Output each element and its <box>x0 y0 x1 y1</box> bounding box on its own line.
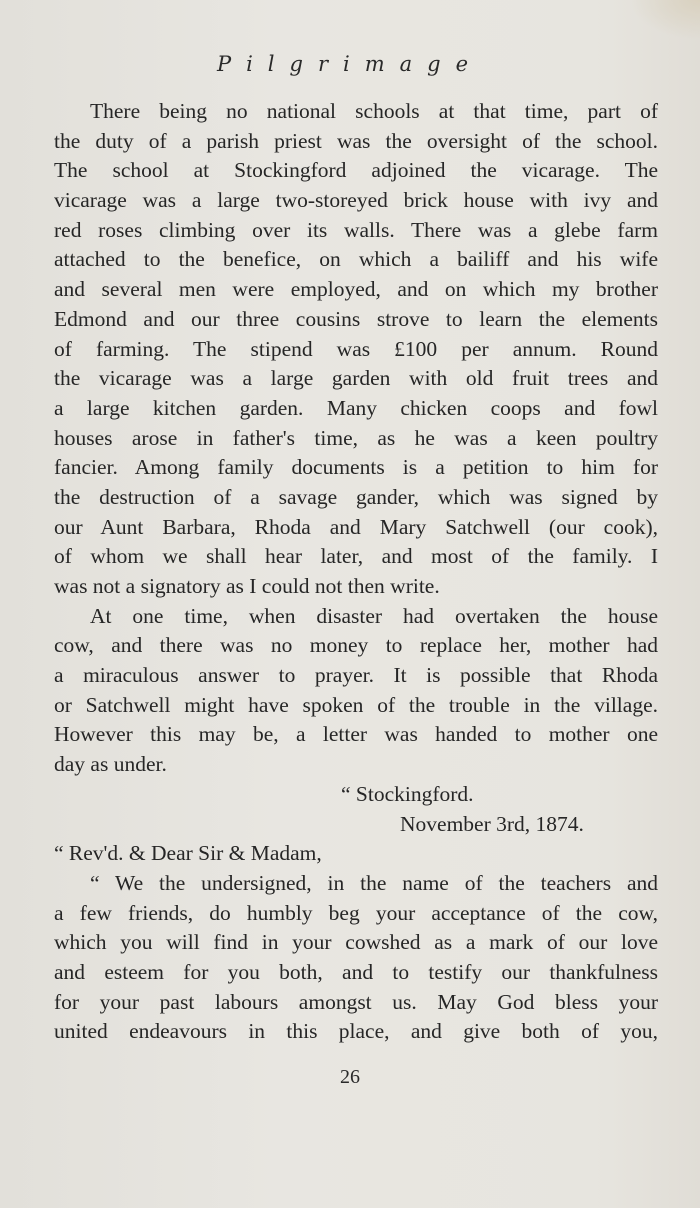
text-line: which you will find in your cowshed as a mark of our love <box>54 930 658 955</box>
text-line: the vicarage was a large garden with old fruit trees and <box>54 366 658 391</box>
text-line: There being no national schools at that time, part of <box>90 99 658 123</box>
text-line: The school at Stockingford adjoined the vicarage. The <box>54 158 658 183</box>
text-line: However this may be, a letter was handed to mother one <box>54 722 658 747</box>
body-text <box>54 97 658 1047</box>
text-line: of whom we shall hear later, and most of the family. I <box>54 544 658 569</box>
text-line: or Satchwell might have spoken of the trouble in the village. <box>54 692 658 717</box>
text-line: a few friends, do humbly beg your acceptance of the cow, <box>54 900 658 925</box>
letter-place: “ Stockingford. <box>341 781 474 806</box>
text-line: day as under. <box>54 752 167 777</box>
page-number: 26 <box>340 1066 360 1088</box>
text-line: and several men were employed, and on which my brother <box>54 277 658 302</box>
text-line: attached to the benefice, on which a bailiff and his wife <box>54 247 658 272</box>
paper-stain <box>630 0 700 40</box>
text-line: Edmond and our three cousins strove to learn the elements <box>54 306 658 331</box>
running-head: Pilgrimage <box>216 52 484 76</box>
text-line: united endeavours in this place, and give both of you, <box>54 1019 658 1044</box>
text-line: of farming. The stipend was £100 per annum. Round <box>54 336 658 361</box>
text-line: houses arose in father's time, as he was a keen poultry <box>54 425 658 450</box>
text-line: vicarage was a large two-storeyed brick house with ivy and <box>54 188 658 213</box>
text-line: a large kitchen garden. Many chicken coops and fowl <box>54 395 658 420</box>
text-line: a miraculous answer to prayer. It is possible that Rhoda <box>54 663 658 688</box>
text-line: the duty of a parish priest was the oversight of the school. <box>54 128 658 153</box>
text-line: cow, and there was no money to replace her, mother had <box>54 633 658 658</box>
text-line: and esteem for you both, and to testify our thankfulness <box>54 959 658 984</box>
text-line: the destruction of a savage gander, which was signed by <box>54 484 658 509</box>
text-line: red roses climbing over its walls. There was a glebe farm <box>54 217 658 242</box>
text-line: “ We the undersigned, in the name of the teachers and <box>90 870 658 895</box>
text-line: was not a signatory as I could not then write. <box>54 574 440 598</box>
text-line: for your past labours amongst us. May God bless your <box>54 989 658 1014</box>
letter-date: November 3rd, 1874. <box>400 811 584 836</box>
text-line: fancier. Among family documents is a petition to him for <box>54 455 658 480</box>
text-line: At one time, when disaster had overtaken the house <box>90 603 658 628</box>
text-line: our Aunt Barbara, Rhoda and Mary Satchwell (our cook), <box>54 514 658 539</box>
letter-salutation: “ Rev'd. & Dear Sir & Madam, <box>54 841 322 866</box>
